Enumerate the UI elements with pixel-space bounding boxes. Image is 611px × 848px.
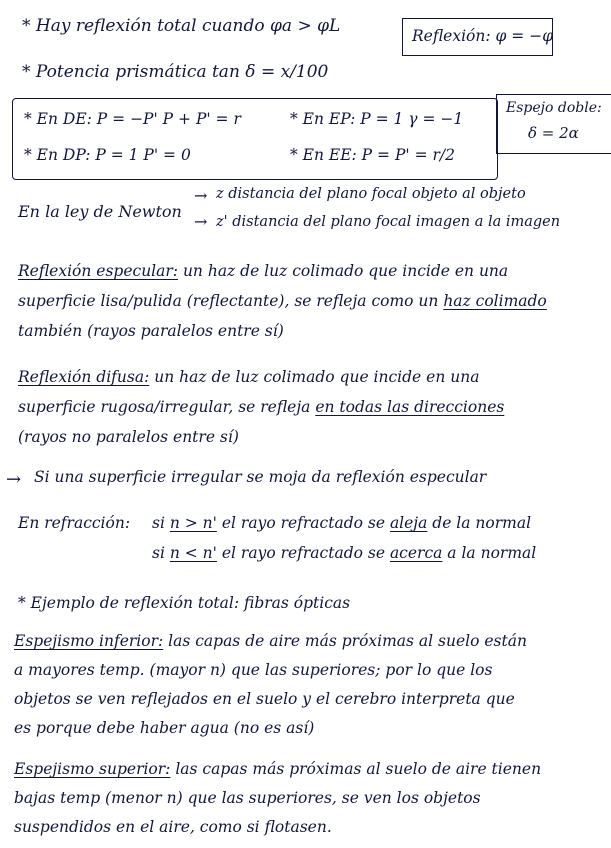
inferior-line-1: Espejismo inferior: las capas de aire más próximas al suelo están bbox=[14, 632, 527, 650]
inferior-line-4: es porque debe haber agua (no es así) bbox=[14, 719, 315, 737]
especular-line-3: también (rayos paralelos entre sí) bbox=[18, 322, 284, 340]
arrow-up-icon: → bbox=[194, 186, 208, 205]
difusa-line-2: superficie rugosa/irregular, se refleja en todas las direcciones bbox=[18, 398, 505, 416]
difusa-line-1: Reflexión difusa: un haz de luz colimado que incide en una bbox=[18, 368, 480, 386]
reflexion-formula: Reflexión: φ = −φ bbox=[412, 27, 554, 45]
difusa-title: Reflexión difusa: bbox=[18, 368, 150, 386]
inferior-line-2: a mayores temp. (mayor n) que las superiores; por lo que los bbox=[14, 661, 493, 679]
prism-power-note: * Potencia prismática tan δ = x/100 bbox=[22, 62, 329, 82]
mojada-note: Si una superficie irregular se moja da reflexión especular bbox=[34, 468, 487, 486]
superior-title: Espejismo superior: bbox=[14, 760, 171, 778]
case-ee: * En EE: P = P' = r/2 bbox=[290, 146, 455, 164]
arrow-down-icon: → bbox=[194, 212, 208, 231]
inferior-line-3: objetos se ven reflejados en el suelo y el cerebro interpreta que bbox=[14, 690, 515, 708]
superior-line-3: suspendidos en el aire, como si flotasen. bbox=[14, 818, 332, 836]
case-dp: * En DP: P = 1 P' = 0 bbox=[24, 146, 191, 164]
superior-line-2: bajas temp (menor n) que las superiores, se ven los objetos bbox=[14, 789, 481, 807]
ejemplo-fibras: * Ejemplo de reflexión total: fibras ópticas bbox=[18, 594, 351, 612]
refraccion-case-1: si n > n' el rayo refractado se aleja de la normal bbox=[152, 514, 532, 532]
superior-line-1: Espejismo superior: las capas más próximas al suelo de aire tienen bbox=[14, 760, 542, 778]
newton-zprime: z' distancia del plano focal imagen a la imagen bbox=[216, 214, 561, 230]
especular-line-1: Reflexión especular: un haz de luz colimado que incide en una bbox=[18, 262, 509, 280]
arrow-right-icon: → bbox=[6, 469, 22, 490]
total-reflection-note: * Hay reflexión total cuando φa > φL bbox=[22, 16, 341, 36]
difusa-line-3: (rayos no paralelos entre sí) bbox=[18, 428, 239, 446]
case-de: * En DE: P = −P' P + P' = r bbox=[24, 110, 241, 128]
newton-lead: En la ley de Newton bbox=[18, 202, 182, 221]
espejo-title: Espejo doble: bbox=[506, 100, 602, 116]
especular-line-2: superficie lisa/pulida (reflectante), se refleja como un haz colimado bbox=[18, 292, 547, 310]
refraccion-case-2: si n < n' el rayo refractado se acerca a la normal bbox=[152, 544, 537, 562]
inferior-title: Espejismo inferior: bbox=[14, 632, 164, 650]
especular-title: Reflexión especular: bbox=[18, 262, 179, 280]
newton-z: z distancia del plano focal objeto al objeto bbox=[216, 186, 526, 202]
refraccion-lead: En refracción: bbox=[18, 514, 131, 532]
case-ep: * En EP: P = 1 γ = −1 bbox=[290, 110, 464, 128]
espejo-formula: δ = 2α bbox=[528, 124, 579, 142]
